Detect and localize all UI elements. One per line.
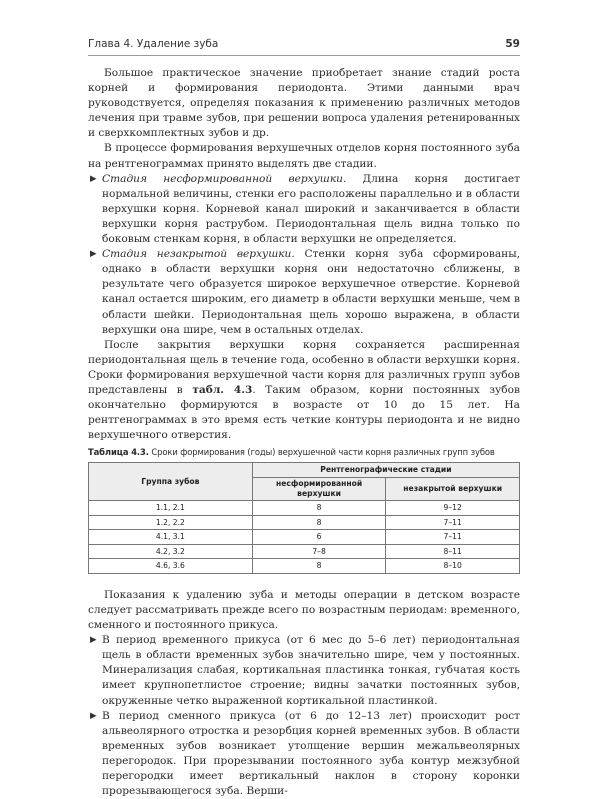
table-row	[89, 559, 520, 574]
chapter-title: Глава 4. Удаление зуба	[88, 38, 219, 50]
table-cell: 8–10	[386, 559, 520, 574]
paragraph-text: . Таким образом, корни постоянных зубов окончательно формируются в возрасте от 10 до 15 лет. На рентгенограммах в это время есть четкие контуры периодонта и не видно верхушечного отверстия.	[88, 383, 520, 442]
column-header-unclosed: незакрытой верхушки	[386, 478, 520, 501]
bullet-text: В период сменного прикуса (от 6 до 12–13 лет) происходит рост альвеолярного отростка и резорбция корней временных зубов. В области временных зубов возникает утолщение вершин межальвеолярных перегородок. При прорезывании постоянного зуба контур межзубной перегородки имеет вертикальный наклон в сторону коронки прорезывающегося зуба. Верши-	[102, 709, 520, 798]
bullet-triangle-icon: ▶	[90, 710, 97, 721]
table-row	[89, 515, 520, 530]
paragraph: Показания к удалению зуба и методы операции в детском возрасте следует рассматривать прежде всего по возрастным периодам: временного, сменного и постоянного прикуса.	[88, 588, 520, 632]
stage-term: Стадия несформированной верхушки.	[102, 172, 347, 185]
paragraph-text: После закрытия верхушки корня сохраняется расширенная периодонтальная щель в течение года, особенно в области верхушки корня. Сроки формирования верхушечной части корня для различных групп зубов представлены в	[88, 338, 520, 396]
data-table	[88, 462, 520, 574]
table-caption	[88, 447, 520, 458]
stage-term: Стадия незакрытой верхушки.	[102, 248, 295, 261]
column-header-stages: Рентгенографические стадии	[252, 463, 519, 478]
table-cell: 8	[252, 501, 386, 516]
bullet-triangle-icon: ▶	[90, 173, 97, 184]
table-cell: 7–11	[386, 515, 520, 530]
table-cell: 4.6, 3.6	[89, 559, 253, 574]
paragraph	[88, 338, 520, 444]
stage-text: Стенки корня зуба сформированы, однако в области верхушки корня они недостаточно сближены, в результате чего образуется широкое верхушечное отверстие. Корневой канал остается широким, его диаметр в области верхушки меньше, чем в области шейки. Периодонтальная щель хорошо выражена, в области верхушки она шире, чем в остальных отделах.	[102, 248, 521, 336]
table-cell: 1.1, 2.1	[89, 501, 253, 516]
table-cell: 7–8	[252, 544, 386, 559]
bullet-item	[88, 172, 520, 247]
table-row	[89, 501, 520, 516]
bullet-item	[88, 709, 520, 799]
table-cell: 8–11	[386, 544, 520, 559]
table-caption-label: Таблица 4.3.	[88, 447, 149, 458]
table-cell: 7–11	[386, 530, 520, 545]
bullet-text: В период временного прикуса (от 6 мес до 5–6 лет) периодонтальная щель в области временных зубов значительно шире, чем у постоянных. Минерализация слабая, кортикальная пластинка тонкая, губчатая кость имеет крупнопетлистое строение; видны зачатки постоянных зубов, окруженные четко выраженной кортикальной пластинкой.	[102, 634, 520, 707]
bullet-triangle-icon: ▶	[90, 635, 97, 646]
bullet-triangle-icon: ▶	[90, 249, 97, 260]
column-header-unformed: несформированной верхушки	[252, 478, 386, 501]
table-row	[89, 530, 520, 545]
table-cell: 4.1, 3.1	[89, 530, 253, 545]
table-cell: 8	[252, 559, 386, 574]
table-cell: 9–12	[386, 501, 520, 516]
page-number: 59	[505, 38, 520, 50]
column-header-group: Группа зубов	[89, 463, 253, 501]
table-cell: 8	[252, 515, 386, 530]
table-caption-text: Сроки формирования (годы) верхушечной части корня различных групп зубов	[148, 447, 495, 458]
table-cell: 6	[252, 530, 386, 545]
table-cell: 4.2, 3.2	[89, 544, 253, 559]
bullet-item	[88, 633, 520, 708]
table-reference: табл. 4.3	[192, 383, 253, 396]
paragraph: Большое практическое значение приобретает знание стадий роста корней и формирования периодонта. Этими данными врач руководствуется, определяя показания к применению различных методов лечения при травме зубов, при решении вопроса удаления ретенированных и сверхкомплектных зубов и др.	[88, 67, 520, 140]
page-body	[88, 66, 520, 799]
running-header	[88, 38, 520, 56]
paragraph: В процессе формирования верхушечных отделов корня постоянного зуба на рентгенограммах принято выделять две стадии.	[88, 142, 520, 170]
stage-text: Длина корня достигает нормальной величины, стенки его расположены параллельно и в области верхушки корня. Корневой канал широкий и заканчивается в области верхушки корня раструбом. Периодонтальная щель видна только по боковым стенкам корня, в области верхушки не определяется.	[102, 172, 520, 246]
bullet-item	[88, 247, 520, 338]
table-row	[89, 544, 520, 559]
table-cell: 1.2, 2.2	[89, 515, 253, 530]
